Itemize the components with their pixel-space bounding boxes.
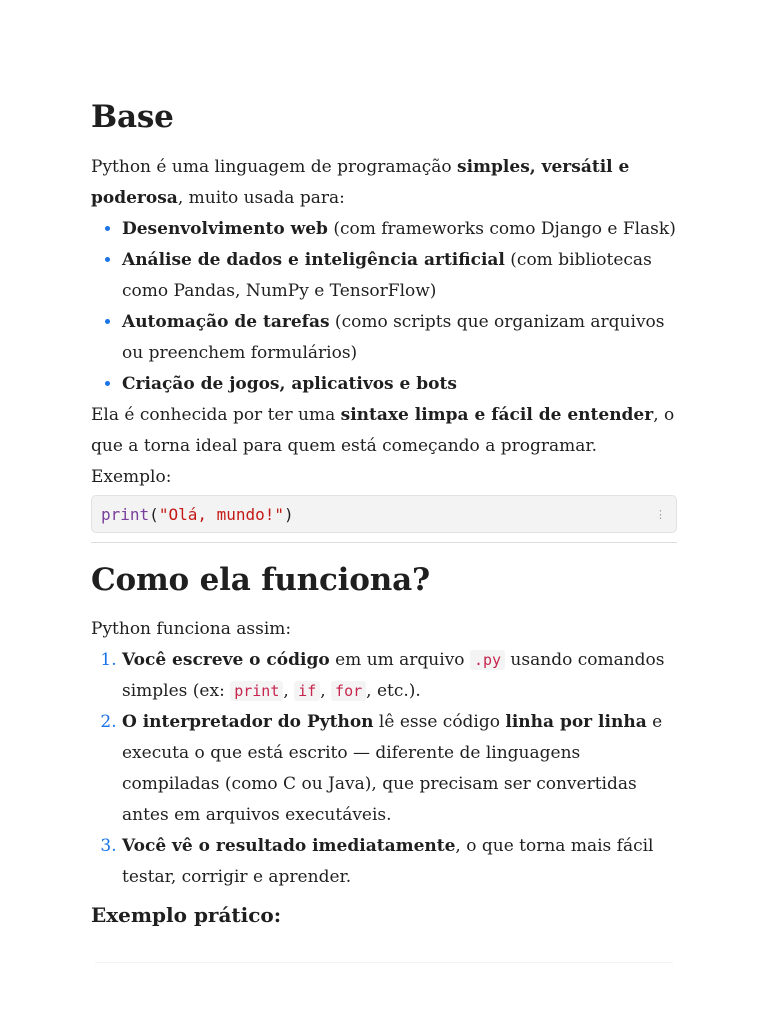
heading-base: Base [91, 99, 174, 135]
code-function: print [101, 505, 150, 524]
list-item [122, 245, 677, 307]
list-item [122, 369, 677, 400]
closing-text-2: , o que a torna ideal para quem está começando a programar. Exemplo: [91, 405, 675, 487]
list-item [122, 645, 677, 707]
list-item-text: (com bibliotecas como Pandas, NumPy e TensorFlow) [122, 250, 652, 301]
list-item [122, 831, 677, 893]
heading-como-funciona: Como ela funciona? [91, 562, 430, 598]
more-options-icon[interactable]: ⋮ [655, 508, 666, 521]
closing-text-1: Ela é conhecida por ter uma [91, 405, 341, 425]
closing-bold: sintaxe limpa e fácil de entender [340, 405, 654, 425]
section-divider [91, 542, 677, 543]
closing-paragraph [91, 400, 677, 493]
code-block[interactable] [91, 495, 677, 533]
steps-list [91, 645, 677, 893]
step-bold: linha por linha [505, 712, 647, 732]
list-item-bold: Automação de tarefas [122, 312, 330, 332]
step-text: , [320, 681, 332, 701]
list-item [122, 707, 677, 831]
list-item [122, 307, 677, 369]
faint-divider [95, 962, 673, 963]
uses-list [91, 214, 677, 400]
step-text: lê esse código [373, 712, 506, 732]
step-text: , [283, 681, 295, 701]
list-item-text: (com frameworks como Django e Flask) [327, 219, 676, 239]
inline-code: .py [470, 650, 505, 670]
list-item-text: (como scripts que organizam arquivos ou preenchem formulários) [122, 312, 665, 363]
example-heading: Exemplo prático: [91, 903, 282, 927]
inline-code: for [331, 681, 366, 701]
step-bold: Você vê o resultado imediatamente [122, 836, 456, 856]
intro-paragraph [91, 152, 677, 214]
list-item-bold: Análise de dados e inteligência artificial [122, 250, 505, 270]
step-text: , o que torna mais fácil testar, corrigir e aprender. [122, 836, 654, 887]
step-bold: Você escreve o código [122, 650, 330, 670]
code-string: "Olá, mundo!" [158, 505, 285, 524]
document-content [91, 96, 677, 931]
inline-code: if [294, 681, 320, 701]
list-item-bold: Desenvolvimento web [122, 219, 328, 239]
list-item-bold: Criação de jogos, aplicativos e bots [122, 374, 457, 394]
intro-text-1: Python é uma linguagem de programação [91, 157, 458, 177]
list-item [122, 214, 677, 245]
step-text: em um arquivo [329, 650, 470, 670]
step-bold: O interpretador do Python [122, 712, 374, 732]
step-text: usando comandos simples (ex: [122, 650, 665, 701]
step-text: e executa o que está escrito — diferente de linguagens compiladas (como C ou Java), que precisam ser convertidas antes em arquivos executáveis. [122, 712, 663, 825]
code-paren-open: ( [149, 505, 159, 524]
step-text: , etc.). [366, 681, 421, 701]
como-intro: Python funciona assim: [91, 619, 292, 639]
intro-bold: simples, versátil e poderosa [91, 157, 630, 208]
code-paren-close: ) [284, 505, 294, 524]
intro-text-2: , muito usada para: [177, 188, 345, 208]
inline-code: print [230, 681, 283, 701]
